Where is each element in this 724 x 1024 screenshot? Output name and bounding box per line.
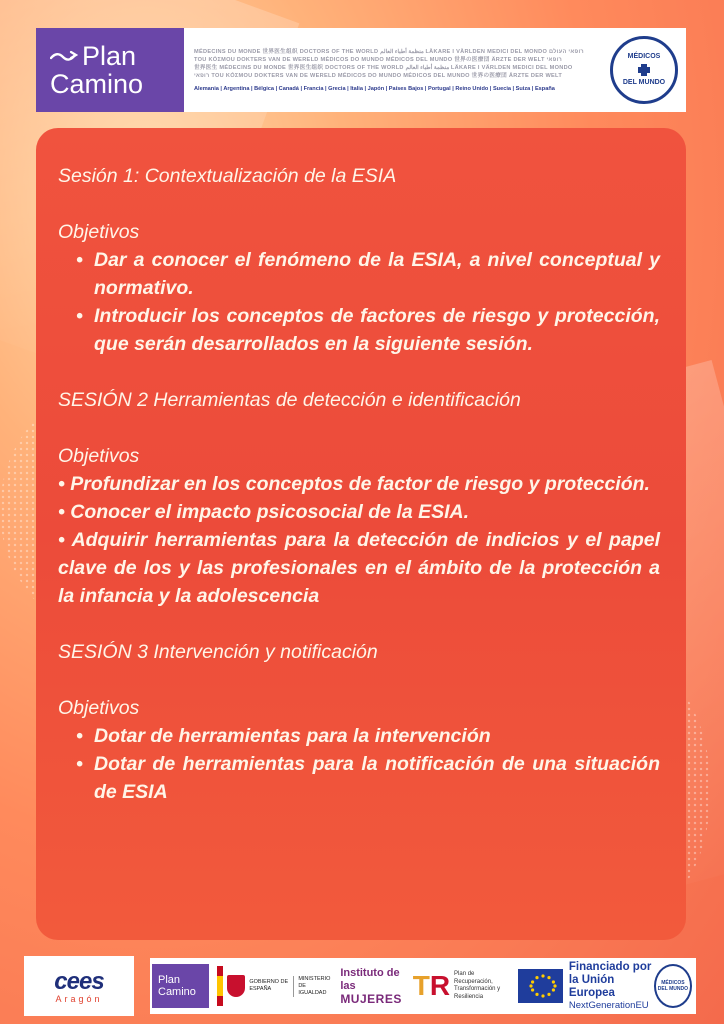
session-2-objectives-label: Objetivos	[58, 445, 140, 467]
session-2-objective: • Profundizar en los conceptos de factor de riesgo y protección.	[58, 473, 650, 495]
cees-sub: Aragón	[55, 994, 103, 1004]
medicos-del-mundo-seal	[602, 28, 686, 112]
mdm-text-line: TOU KÓΣMOU DOKTERS VAN DE WERELD MÉDICOS DO MUNDO MÉDICOS DEL MUNDO 世界の医療団 ÄRZTE DER WELT רופאי	[194, 57, 563, 63]
spain-flag-icon	[217, 966, 223, 1006]
medicos-del-mundo-mini-seal	[654, 964, 692, 1008]
plan-camino-logo	[36, 28, 184, 112]
session-1-objectives-list	[58, 246, 660, 358]
eu-text-line3: NextGenerationEU	[568, 999, 649, 1011]
mini-seal-bottom: DEL MUNDO	[657, 986, 688, 992]
session-3-objectives-list	[58, 722, 660, 806]
mdm-text-line: רופאי TOU KÓΣMOU DOKTERS VAN DE WERELD MÉDICOS DO MUNDO MÉDICOS DEL MUNDO 世界の医療団 ÄRZTE DER WELT	[194, 73, 563, 79]
seal-bottom-text: DEL MUNDO	[622, 79, 666, 86]
session-2-title: SESIÓN 2 Herramientas de detección e identificación	[58, 389, 521, 411]
eu-text-line1: Financiado por	[568, 960, 652, 973]
tr-mark-icon: TR	[412, 970, 451, 1001]
session-1-title: Sesión 1: Contextualización de la ESIA	[58, 165, 397, 187]
instituto-text: Instituto de las	[340, 966, 400, 992]
mini-seal-top: MÉDICOS	[661, 980, 685, 986]
session-3-objectives-label: Objetivos	[58, 697, 140, 719]
plan-camino-mini-logo	[152, 964, 209, 1008]
list-item: • Dotar de herramientas para la notificación de una situación de ESIA	[94, 750, 660, 806]
content-panel	[36, 128, 686, 940]
mini-plan-line1: Plan	[158, 974, 181, 986]
eu-text-line2: la Unión Europea	[568, 973, 615, 999]
wave-arrow-icon	[50, 49, 78, 63]
session-1-objectives-label: Objetivos	[58, 221, 140, 243]
recovery-plan-logo	[413, 971, 512, 1001]
header-banner	[36, 28, 686, 112]
session-2-objective: • Conocer el impacto psicosocial de la ESIA.	[58, 501, 470, 523]
mdm-countries: Alemania | Argentina | Bélgica | Canadá | Francia | Grecia | Italia | Japón | Países Bajos | Portugal | Reino Unido | Suecia | Suiza | España	[194, 86, 555, 92]
session-3-title: SESIÓN 3 Intervención y notificación	[58, 641, 378, 663]
cees-word: cees	[54, 968, 104, 995]
session-2-objective: • Adquirir herramientas para la detección de indicios y el papel clave de los y las profesionales en el ámbito de la protección a la infancia y la adolescencia	[58, 529, 660, 607]
medicos-del-mundo-band	[184, 28, 602, 112]
gobierno-espana-logo	[217, 966, 332, 1006]
mujeres-text: MUJERES	[340, 991, 402, 1006]
plan-logo-line2: Camino	[50, 69, 144, 99]
coat-of-arms-icon	[227, 975, 245, 997]
mdm-text-line: MÉDECINS DU MONDE 世界医生组织 DOCTORS OF THE WORLD منظمة أطباء العالم LÄKARE I VÄRLDEN MEDICI DEL MONDO רופאי העולם	[194, 49, 584, 55]
plan-logo-line1: Plan	[82, 41, 137, 71]
ministerio-text: MINISTERIO DE IGUALDAD	[293, 976, 332, 997]
recovery-plan-text: Plan de Recuperación, Transformación y Resiliencia	[454, 971, 501, 1000]
dove-cross-icon	[633, 62, 655, 78]
cees-aragon-logo	[24, 956, 134, 1016]
instituto-mujeres-logo	[340, 967, 406, 1006]
seal-top-text: MÉDICOS	[627, 53, 661, 60]
list-item: • Dotar de herramientas para la intervención	[94, 722, 660, 750]
mini-plan-line2: Camino	[158, 986, 196, 998]
sponsor-strip	[150, 958, 696, 1014]
list-item: • Introducir los conceptos de factores de riesgo y protección, que serán desarrollados en la siguiente sesión.	[94, 302, 660, 358]
footer-logos	[0, 948, 724, 1024]
list-item: • Dar a conocer el fenómeno de la ESIA, a nivel conceptual y normativo.	[94, 246, 660, 302]
eu-flag-icon	[518, 969, 563, 1003]
mdm-text-line: 世界医生 MÉDECINS DU MONDE 世界医生组织 DOCTORS OF THE WORLD منظمة أطباء العالم LÄKARE I VÄRLDEN MEDICI DEL MONDO	[194, 65, 573, 71]
gobierno-text: GOBIERNO DE ESPAÑA	[249, 979, 289, 992]
eu-funding-logo	[518, 961, 654, 1012]
